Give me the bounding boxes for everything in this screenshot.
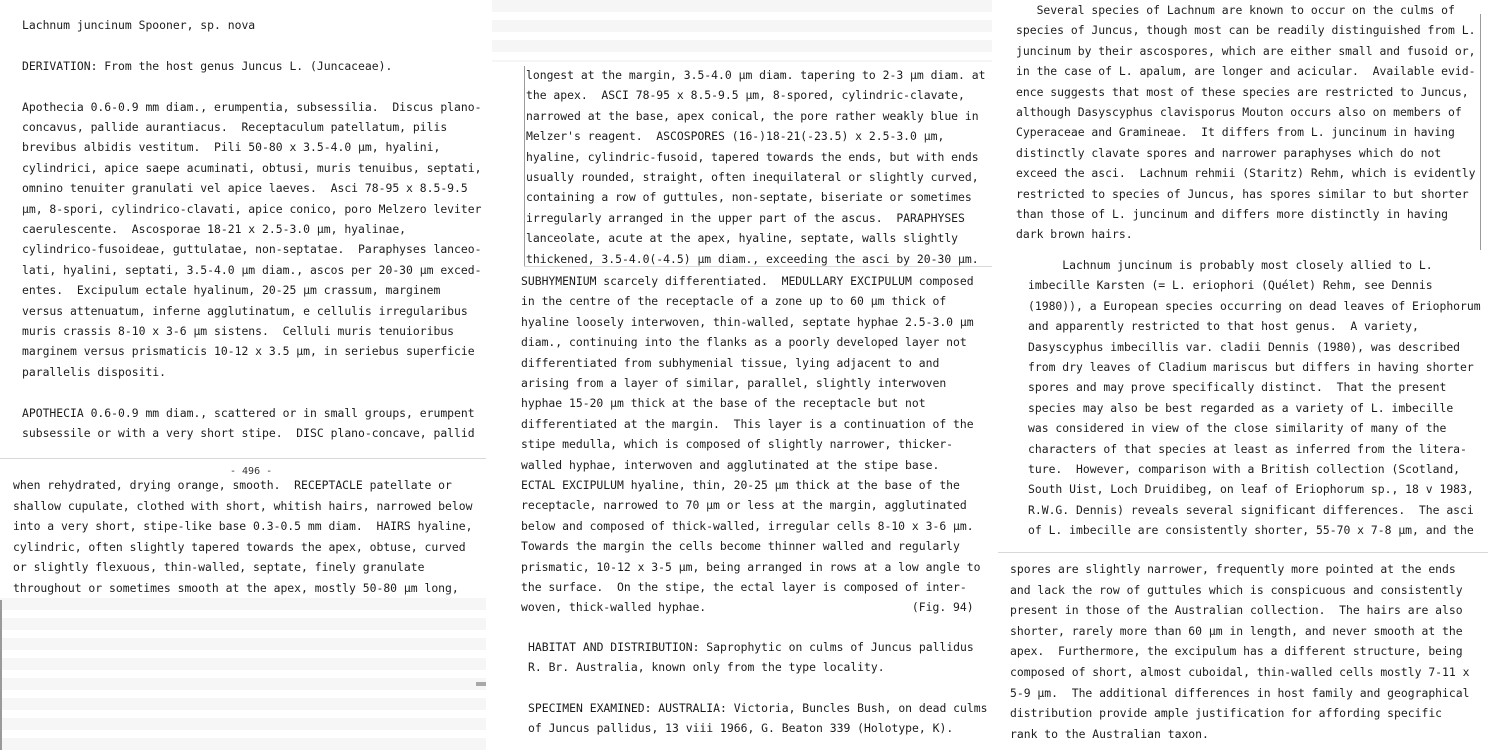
text-line: versus attenuatum, inferne agglutinatum, e cellulis irregularibus bbox=[22, 303, 468, 318]
text-line: was considered in view of the close similarity of many of the bbox=[1028, 421, 1447, 436]
text-line: Melzer's reagent. ASCOSPORES (16-)18-21(-23.5) x 2.5-3.0 μm, bbox=[526, 129, 945, 144]
text-line: shallow cupulate, clothed with short, whitish hairs, narrowed below bbox=[13, 498, 473, 513]
text-line: than those of L. juncinum and differs more distinctly in having bbox=[1016, 207, 1449, 221]
text-line: muris crassis 8-10 x 3-6 μm sistens. Celluli muris tenuioribus bbox=[22, 324, 455, 338]
text-line: present in those of the Australian collection. The hairs are also bbox=[1010, 603, 1463, 618]
text-line: ECTAL EXCIPULUM hyaline, thin, 20-25 μm thick at the base of the bbox=[521, 478, 960, 492]
text-line: shorter, rarely more than 60 μm in length, and never smooth at the bbox=[1010, 623, 1463, 638]
text-line: ence suggests that most of these species are restricted to Juncus, bbox=[1016, 84, 1469, 99]
text-line: restricted to species of Juncus, has spores similar to but shorter bbox=[1016, 186, 1469, 201]
text-line: μm, 8-spori, cylindrico-clavati, apice conico, poro Melzero leviter bbox=[22, 201, 482, 216]
text-line: of Juncus pallidus, 13 viii 1966, G. Beaton 339 (Holotype, K). bbox=[528, 721, 954, 736]
text-line: ture. However, comparison with a British collection (Scotland, bbox=[1028, 462, 1461, 476]
text-line: or slightly flexuous, thin-walled, septate, finely granulate bbox=[13, 560, 425, 575]
text-line: marginem versus prismaticis 10-12 x 3.5 μm, in seriebus superficie bbox=[22, 344, 475, 359]
text-line: caerulescente. Ascosporae 18-21 x 2.5-3.0 μm, hyalinae, bbox=[22, 222, 407, 236]
text-line: diam., continuing into the flanks as a poorly developed layer not bbox=[521, 335, 967, 350]
text-line: in the case of L. apalum, are longer and acicular. Available evid- bbox=[1016, 64, 1476, 79]
scan-seam bbox=[524, 266, 992, 267]
text-line: below and composed of thick-walled, irregular cells 8-10 x 3-6 μm. bbox=[521, 518, 974, 533]
text-line: cylindrico-fusoideae, guttulatae, non-septatae. Paraphyses lanceo- bbox=[22, 242, 482, 257]
text-line: DERIVATION: From the host genus Juncus L. (Juncaceae). bbox=[22, 58, 393, 73]
text-line: and lack the row of guttules which is conspicuous and consistently bbox=[1010, 582, 1463, 597]
text-line: spores are slightly narrower, frequently more pointed at the ends bbox=[1010, 562, 1456, 576]
text-line: Several species of Lachnum are known to occur on the culms of bbox=[1016, 3, 1455, 17]
text-line: R.W.G. Dennis) reveals several significant differences. The asci bbox=[1028, 502, 1474, 517]
text-line: distribution provide ample justification for affording specific bbox=[1010, 706, 1443, 721]
text-line: characters of that species at least as inferred from the litera- bbox=[1028, 441, 1467, 456]
page-number: - 496 - bbox=[230, 466, 273, 477]
text-line: containing a row of guttules, non-septate, biseriate or sometimes bbox=[526, 190, 972, 205]
text-line: apex. Furthermore, the excipulum has a different structure, being bbox=[1010, 644, 1463, 659]
text-line: entes. Excipulum ectale hyalinum, 20-25 μm crassum, marginem bbox=[22, 283, 441, 298]
text-line: the surface. On the stipe, the ectal layer is composed of inter- bbox=[521, 580, 967, 594]
text-line: woven, thick-walled hyphae. (Fig. 94) bbox=[521, 600, 974, 615]
scan-edge bbox=[1480, 14, 1481, 250]
text-line: omnino tenuiter granulati vel apice laeves. Asci 78-95 x 8.5-9.5 bbox=[22, 181, 468, 196]
text-line: subsessile or with a very short stipe. DISC plano-concave, pallid bbox=[22, 426, 475, 440]
text-line: rank to the Australian taxon. bbox=[1010, 726, 1209, 741]
text-line: SPECIMEN EXAMINED: AUSTRALIA: Victoria, Buncles Bush, on dead culms bbox=[528, 701, 988, 715]
text-line: dark brown hairs. bbox=[1016, 227, 1133, 242]
scan-edge bbox=[0, 600, 2, 750]
scan-seam bbox=[998, 552, 1488, 553]
text-line: Apothecia 0.6-0.9 mm diam., erumpentia, subsessilia. Discus plano- bbox=[22, 99, 482, 114]
text-line: Lachnum juncinum Spooner, sp. nova bbox=[22, 18, 256, 32]
scan-seam bbox=[0, 458, 486, 459]
text-line: from dry leaves of Cladium mariscus but differs in having shorter bbox=[1028, 360, 1474, 374]
text-line: HABITAT AND DISTRIBUTION: Saprophytic on culms of Juncus pallidus bbox=[528, 640, 974, 654]
text-line: species may also be best regarded as a variety of L. imbecille bbox=[1028, 400, 1454, 415]
text-line: in the centre of the receptacle of a zone up to 60 μm thick of bbox=[521, 294, 947, 309]
scan-edge bbox=[524, 66, 525, 266]
text-line: cylindric, often slightly tapered towards the apex, obtuse, curved bbox=[13, 539, 466, 554]
text-line: SUBHYMENIUM scarcely differentiated. MEDULLARY EXCIPULUM composed bbox=[521, 274, 974, 288]
text-line: Lachnum juncinum is probably most closely allied to L. bbox=[1028, 258, 1433, 272]
middle-column bbox=[492, 0, 992, 750]
text-line: hyphae 15-20 μm thick at the base of the receptacle but not bbox=[521, 396, 926, 411]
text-line: receptacle, narrowed to 70 μm or less at the margin, agglutinated bbox=[521, 498, 967, 513]
text-line: when rehydrated, drying orange, smooth. RECEPTACLE patellate or bbox=[13, 478, 452, 492]
text-line: exceed the asci. Lachnum rehmii (Staritz) Rehm, which is evidently bbox=[1016, 166, 1476, 181]
text-line: hyaline loosely interwoven, thin-walled, septate hyphae 2.5-3.0 μm bbox=[521, 314, 974, 329]
right-column bbox=[998, 0, 1488, 750]
text-line: differentiated from subhymenial tissue, lying adjacent to and bbox=[521, 355, 940, 370]
text-line: Dasyscyphus imbecillis var. cladii Dennis (1980), was described bbox=[1028, 339, 1461, 354]
text-line: into a very short, stipe-like base 0.3-0.5 mm diam. HAIRS hyaline, bbox=[13, 519, 473, 534]
text-line: of L. imbecille are consistently shorter, 55-70 x 7-8 μm, and the bbox=[1028, 523, 1474, 538]
text-line: throughout or sometimes smooth at the apex, mostly 50-80 μm long, bbox=[13, 581, 459, 595]
text-line: APOTHECIA 0.6-0.9 mm diam., scattered or in small groups, erumpent bbox=[22, 405, 475, 420]
text-line: 5-9 μm. The additional differences in host family and geographical bbox=[1010, 685, 1470, 700]
text-line: parallelis dispositi. bbox=[22, 364, 167, 379]
text-line: differentiated at the margin. This layer is a continuation of the bbox=[521, 416, 974, 431]
text-line: R. Br. Australia, known only from the type locality. bbox=[528, 660, 885, 675]
text-line: longest at the margin, 3.5-4.0 μm diam. tapering to 2-3 μm diam. at bbox=[526, 68, 986, 82]
text-line: stipe medulla, which is composed of slightly narrower, thicker- bbox=[521, 437, 954, 452]
left-column bbox=[0, 0, 486, 750]
faded-text-area bbox=[492, 0, 992, 62]
text-line: Towards the margin the cells become thinner walled and regularly bbox=[521, 539, 960, 554]
text-line: thickened, 3.5-4.0(-4.5) μm diam., exceeding the asci by 20-30 μm. bbox=[526, 251, 979, 266]
text-line: brevibus albidis vestitum. Pili 50-80 x 3.5-4.0 μm, hyalini, bbox=[22, 140, 441, 155]
text-line: species of Juncus, though most can be readily distinguished from L. bbox=[1016, 23, 1476, 38]
text-line: lanceolate, acute at the apex, hyaline, septate, walls slightly bbox=[526, 231, 959, 246]
text-line: South Uist, Loch Druidibeg, on leaf of Eriophorum sp., 18 v 1983, bbox=[1028, 482, 1474, 497]
text-line: hyaline, cylindric-fusoid, tapered towards the ends, but with ends bbox=[526, 149, 979, 164]
text-line: prismatic, 10-12 x 3-5 μm, being arranged in rows at a low angle to bbox=[521, 559, 981, 574]
text-line: (1980)), a European species occurring on dead leaves of Eriophorum bbox=[1028, 298, 1481, 313]
text-line: Cyperaceae and Gramineae. It differs from L. juncinum in having bbox=[1016, 125, 1455, 140]
text-line: arising from a layer of similar, parallel, slightly interwoven bbox=[521, 376, 947, 390]
text-line: spores and may prove specifically distinct. That the present bbox=[1028, 380, 1447, 395]
text-line: walled hyphae, interwoven and agglutinated at the stipe base. bbox=[521, 457, 940, 472]
text-line: juncinum by their ascospores, which are either small and fusoid or, bbox=[1016, 43, 1476, 58]
text-line: concavus, pallide aurantiacus. Receptaculum patellatum, pilis bbox=[22, 120, 448, 134]
text-line: and apparently restricted to that host genus. A variety, bbox=[1028, 319, 1419, 334]
text-line: irregularly arranged in the upper part of the ascus. PARAPHYSES bbox=[526, 210, 965, 225]
scan-mark bbox=[476, 682, 486, 686]
text-line: imbecille Karsten (= L. eriophori (Quélet) Rehm, see Dennis bbox=[1028, 278, 1433, 293]
text-line: distinctly clavate spores and narrower paraphyses which do not bbox=[1016, 145, 1442, 160]
text-line: usually rounded, straight, often inequilateral or slightly curved, bbox=[526, 170, 979, 184]
text-line: although Dasyscyphus clavisporus Mouton occurs also on members of bbox=[1016, 105, 1462, 119]
faded-text-area bbox=[0, 598, 486, 750]
text-line: cylindrici, apice saepe acuminati, obtusi, muris tenuibus, septati, bbox=[22, 160, 482, 175]
text-line: lati, hyalini, septati, 3.5-4.0 μm diam., ascos per 20-30 μm exced- bbox=[22, 262, 482, 277]
text-line: the apex. ASCI 78-95 x 8.5-9.5 μm, 8-spored, cylindric-clavate, bbox=[526, 88, 965, 103]
text-line: narrowed at the base, apex conical, the pore rather weakly blue in bbox=[526, 108, 979, 123]
text-line: composed of short, almost cuboidal, thin-walled cells mostly 7-11 x bbox=[1010, 665, 1470, 679]
